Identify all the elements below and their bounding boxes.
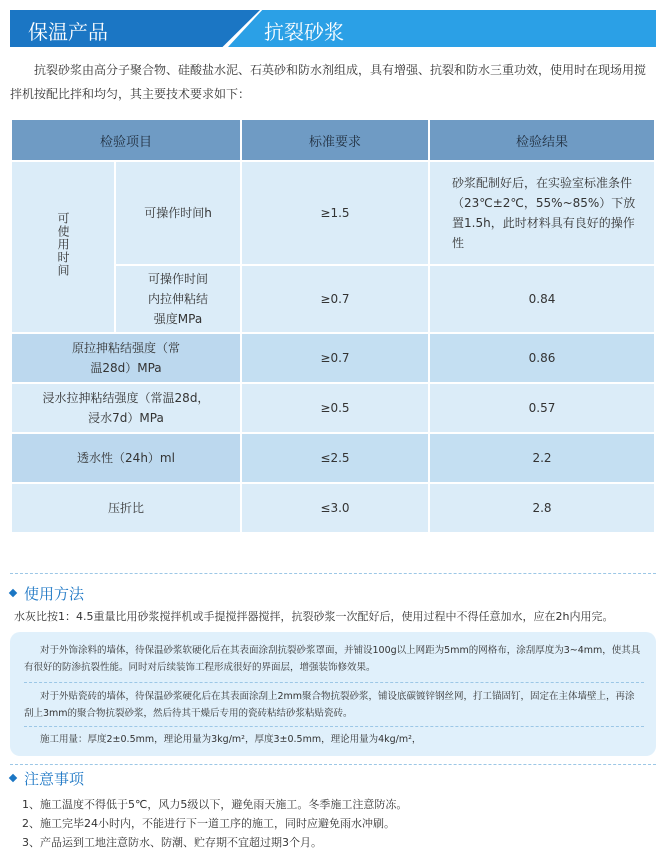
note-item: 3、产品运到工地注意防水、防潮、贮存期不宜超过期3个月。	[22, 836, 322, 849]
group-label-cell	[12, 162, 114, 332]
requirement-cell: ≤2.5	[242, 434, 428, 482]
result-cell: 0.84	[430, 266, 654, 332]
result-cell: 2.2	[430, 434, 654, 482]
item-cell: 透水性（24h）ml	[12, 434, 240, 482]
usage-section-title	[10, 583, 84, 604]
result-cell: 0.57	[430, 384, 654, 432]
usage-paragraph-tile: 对于外贴瓷砖的墙体，待保温砂浆硬化后在其表面涂刮上2mm聚合物抗裂砂浆，铺设底碳镀锌钢丝网，打工锚固钉，固定在主体墙壁上，再涂刮上3mm的聚合物抗裂砂浆，然后待其干燥后专用的瓷砖粘结砂浆粘贴瓷砖。	[24, 691, 635, 719]
col-header-item: 检验项目	[12, 120, 240, 160]
mixing-ratio-text: 水灰比按1：4.5重量比用砂浆搅拌机或手提搅拌器搅拌，抗裂砂浆一次配好后，使用过程中不得任意加水，应在2h内用完。	[14, 610, 614, 623]
result-cell: 砂浆配制好后，在实验室标准条件（23℃±2℃，55%~85%）下放置1.5h，此时材料具有良好的操作性	[430, 162, 654, 264]
section-divider	[10, 764, 656, 765]
result-cell: 2.8	[430, 484, 654, 532]
table-row	[12, 334, 654, 382]
usage-paragraph-consumption: 施工用量：厚度2±0.5mm，理论用量为3kg/m²，厚度3±0.5mm，理论用量为4kg/m²，	[40, 734, 422, 745]
usage-paragraph-coating: 对于外饰涂料的墙体，待保温砂浆软硬化后在其表面涂刮抗裂砂浆罩面，并铺设100g以上网距为5mm的网格布，涂刮厚度为3~4mm，使其具有很好的防渗抗裂性能。同时对后续装饰工程形成很好的界面层，增强装饰修效果。	[24, 645, 641, 673]
notes-title-text: 注意事项	[24, 770, 85, 788]
usage-instructions-box	[10, 632, 656, 756]
table-row	[12, 162, 654, 264]
requirement-cell: ≥0.7	[242, 266, 428, 332]
item-cell: 原拉抻粘结强度（常温28d）MPa	[12, 334, 240, 382]
result-cell: 0.86	[430, 334, 654, 382]
col-header-requirement: 标准要求	[242, 120, 428, 160]
group-label: 可使用时间	[56, 211, 70, 277]
product-title: 抗裂砂浆	[264, 20, 344, 44]
section-divider	[10, 573, 656, 574]
item-cell: 浸水拉抻粘结强度（常温28d，浸水7d）MPa	[12, 384, 240, 432]
table-row	[12, 484, 654, 532]
item-cell: 压折比	[12, 484, 240, 532]
notes-section-title	[10, 768, 84, 789]
item-cell: 可操作时间内拉伸粘结强度MPa	[116, 266, 240, 332]
note-item: 1、施工温度不得低于5℃，风力5级以下，避免雨天施工。冬季施工注意防冻。	[22, 798, 408, 811]
box-divider	[24, 726, 644, 727]
col-header-result: 检验结果	[430, 120, 654, 160]
requirement-cell: ≤3.0	[242, 484, 428, 532]
table-header-row	[12, 120, 654, 160]
spec-table	[10, 118, 656, 534]
diamond-bullet-icon	[9, 588, 17, 596]
header-banner	[10, 10, 656, 47]
item-cell: 可操作时间h	[116, 162, 240, 264]
requirement-cell: ≥0.5	[242, 384, 428, 432]
box-divider	[24, 682, 644, 683]
category-title: 保温产品	[28, 20, 108, 44]
note-item: 2、施工完毕24小时内，不能进行下一道工序的施工，同时应避免雨水冲刷。	[22, 817, 395, 830]
table-row	[12, 434, 654, 482]
requirement-cell: ≥0.7	[242, 334, 428, 382]
intro-paragraph: 抗裂砂浆由高分子聚合物、硅酸盐水泥、石英砂和防水剂组成，具有增强、抗裂和防水三重功效，使用时在现场用搅拌机按配比拌和均匀，其主要技术要求如下：	[10, 63, 647, 101]
requirement-cell: ≥1.5	[242, 162, 428, 264]
usage-title-text: 使用方法	[24, 585, 85, 603]
diamond-bullet-icon	[9, 773, 17, 781]
table-row	[12, 384, 654, 432]
